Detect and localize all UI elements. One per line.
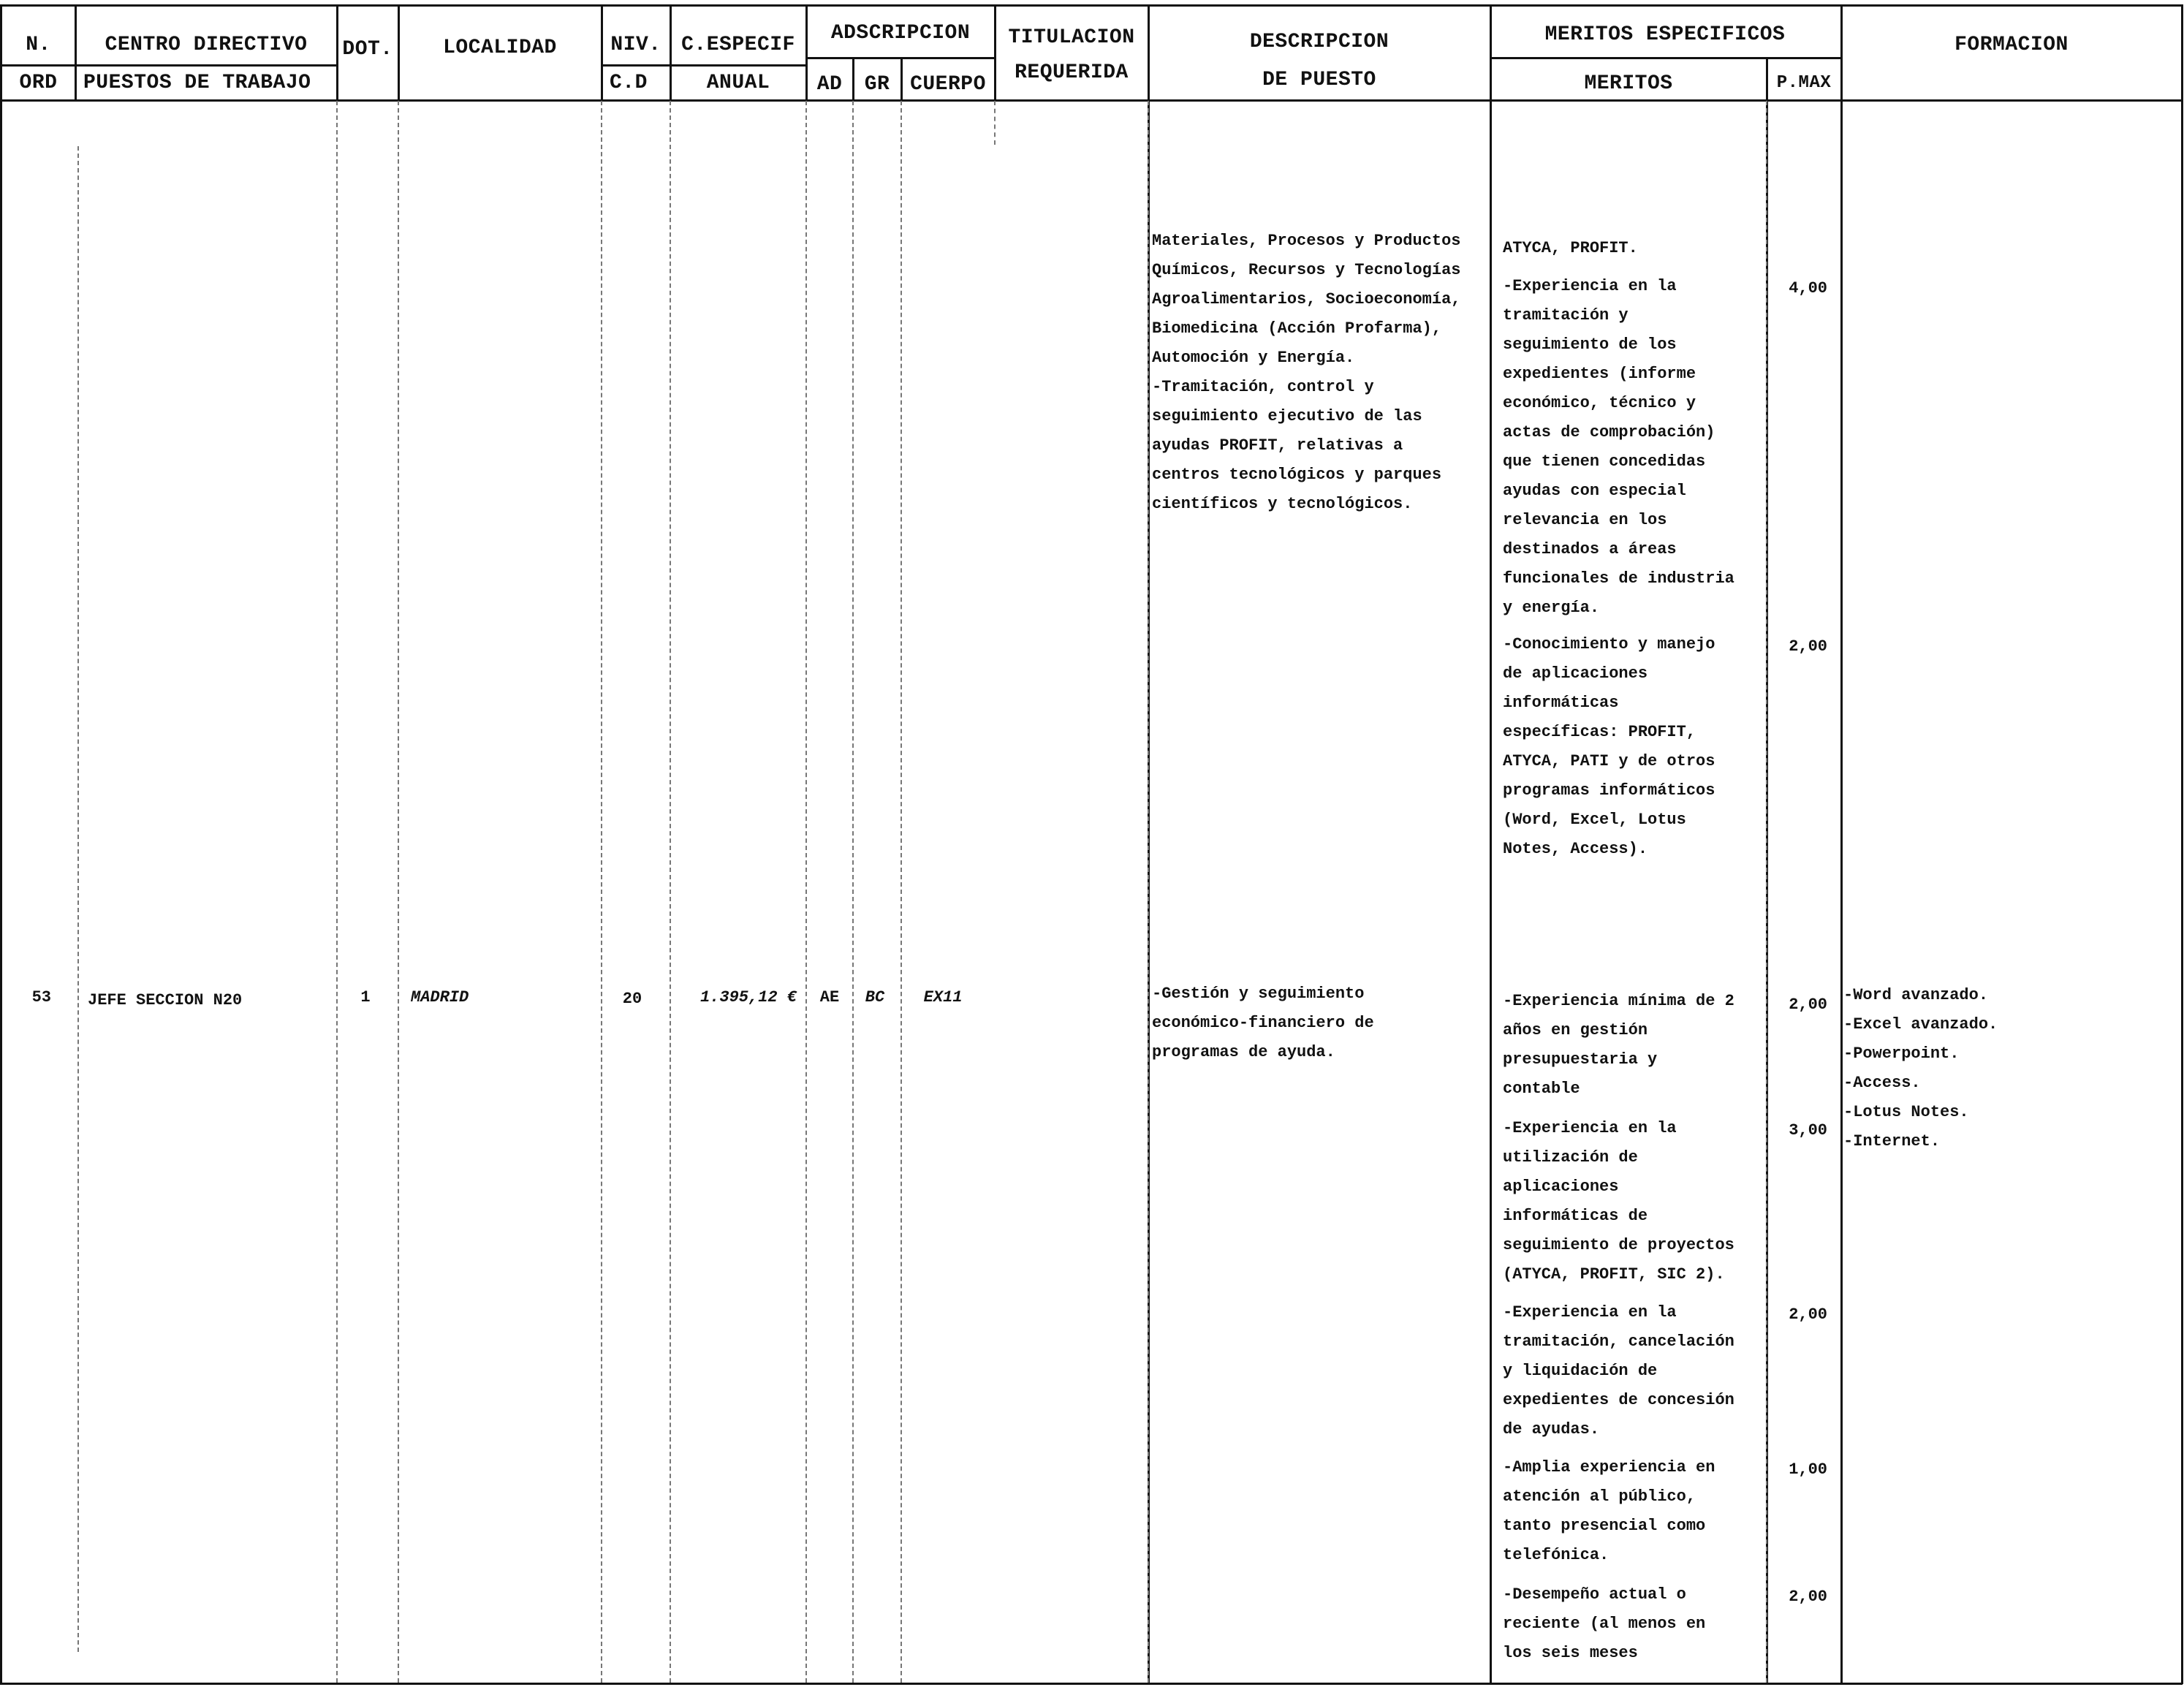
desc-line: -Tramitación, control y (1152, 378, 1374, 396)
merito-line: utilización de (1503, 1148, 1638, 1167)
header-especif-bottom: ANUAL (706, 71, 770, 94)
header-n-ord-top: N. (26, 33, 51, 56)
body-divider-14 (1766, 101, 1767, 1683)
merito-line: ayudas con especial (1503, 482, 1686, 500)
row-53-merito-2 (1503, 1298, 1734, 1444)
header-gr: GR (864, 72, 890, 96)
row-53-pmax-1: 3,00 (1789, 1121, 1827, 1140)
row-53-pmax-3: 1,00 (1789, 1460, 1827, 1479)
merito-line: -Conocimiento y manejo (1503, 635, 1715, 653)
row-53-merito-0 (1503, 987, 1734, 1104)
col-border-right (2181, 4, 2183, 1684)
row-53-puesto: JEFE SECCION N20 (88, 991, 243, 1009)
desc-line: -Gestión y seguimiento (1152, 985, 1365, 1003)
row-53-localidad: MADRID (411, 988, 469, 1006)
header-localidad: LOCALIDAD (443, 36, 557, 59)
header-centro-bottom: PUESTOS DE TRABAJO (83, 71, 311, 94)
continued-merito-1 (1503, 272, 1734, 623)
formacion-line: -Internet. (1843, 1132, 1941, 1150)
desc-line: científicos y tecnológicos. (1152, 495, 1413, 513)
desc-line: Biomedicina (Acción Profarma), (1152, 319, 1442, 338)
merito-line: contable (1503, 1080, 1580, 1098)
row-53-pmax-4: 2,00 (1789, 1588, 1827, 1606)
formacion-line: -Access. (1843, 1074, 1921, 1092)
header-niv-top: NIV. (610, 33, 661, 56)
header-pmax: P.MAX (1776, 72, 1832, 93)
header-n-ord-bottom: ORD (19, 71, 58, 94)
header-bottom-rule (0, 99, 2183, 102)
table-top-border (0, 4, 2183, 7)
desc-line: Agroalimentarios, Socioeconomía, (1152, 290, 1461, 308)
merito-line: los seis meses (1503, 1644, 1638, 1662)
merito-line: de aplicaciones (1503, 664, 1648, 683)
header-titulacion-top: TITULACION (1008, 26, 1135, 49)
desc-line: programas de ayuda. (1152, 1043, 1335, 1061)
merito-line: tramitación, cancelación (1503, 1332, 1734, 1351)
body-divider-3 (398, 101, 399, 1683)
header-especif-top: C.ESPECIF (681, 33, 795, 56)
merito-line: aplicaciones (1503, 1178, 1619, 1196)
body-divider-12 (1490, 101, 1492, 1683)
row-53-merito-1 (1503, 1114, 1734, 1289)
merito-line: expedientes (informe (1503, 365, 1696, 383)
body-divider-4 (601, 101, 602, 1683)
row-53-merito-4 (1503, 1580, 1705, 1668)
merito-line: -Experiencia en la (1503, 1303, 1677, 1322)
merito-line: reciente (al menos en (1503, 1615, 1706, 1633)
header-descripcion-bottom: DE PUESTO (1262, 68, 1376, 91)
formacion-line: -Powerpoint. (1843, 1045, 1960, 1063)
merito-line: programas informáticos (1503, 781, 1715, 800)
merito-line: -Desempeño actual o (1503, 1585, 1686, 1604)
merito-line: -Experiencia en la (1503, 277, 1677, 295)
body-divider-11 (1148, 101, 1149, 1683)
body-divider-15 (1840, 101, 1843, 1683)
merito-line: atención al público, (1503, 1487, 1696, 1506)
merito-line: relevancia en los (1503, 511, 1667, 529)
merito-line: que tienen concedidas (1503, 452, 1706, 471)
formacion-line: -Word avanzado. (1843, 986, 1989, 1004)
row-53-cuerpo: EX11 (923, 988, 963, 1006)
desc-line: económico-financiero de (1152, 1014, 1374, 1032)
header-titulacion-bottom: REQUERIDA (1015, 61, 1129, 84)
merito-line: ATYCA, PROFIT. (1503, 239, 1638, 257)
body-divider-2 (336, 101, 338, 1683)
row-53-descripcion (1152, 979, 1374, 1067)
row-53-pmax-0: 2,00 (1789, 996, 1827, 1014)
row-53-niv: 20 (622, 990, 642, 1008)
row-53-gr: BC (865, 988, 885, 1006)
merito-line: económico, técnico y (1503, 394, 1696, 412)
merito-line: informáticas de (1503, 1207, 1648, 1225)
merito-line: expedientes de concesión (1503, 1391, 1734, 1409)
header-meritos-especificos: MERITOS ESPECIFICOS (1544, 23, 1786, 46)
row-53-dot: 1 (360, 988, 371, 1006)
row-53-merito-3 (1503, 1453, 1715, 1570)
header-adscripcion: ADSCRIPCION (830, 21, 971, 45)
merito-line: específicas: PROFIT, (1503, 723, 1696, 741)
row-53-especif: 1.395,12 € (699, 988, 797, 1006)
header-meritos: MERITOS (1584, 72, 1673, 95)
header-mid-rule-meritos (1490, 57, 1840, 59)
merito-line: de ayudas. (1503, 1420, 1600, 1438)
formacion-line: -Lotus Notes. (1843, 1103, 1969, 1121)
col-border-left (0, 4, 2, 1684)
desc-line: centros tecnológicos y parques (1152, 466, 1442, 484)
merito-line: tramitación y (1503, 306, 1628, 325)
desc-line: Automoción y Energía. (1152, 349, 1355, 367)
continued-merito-2 (1503, 630, 1715, 864)
merito-line: (Word, Excel, Lotus (1503, 811, 1686, 829)
header-ad: AD (816, 72, 843, 96)
desc-line: seguimiento ejecutivo de las (1152, 407, 1422, 425)
body-divider-6 (805, 101, 807, 1683)
merito-line: -Experiencia mínima de 2 (1503, 992, 1734, 1010)
header-descripcion-top: DESCRIPCION (1249, 30, 1389, 53)
merito-line: destinados a áreas (1503, 540, 1677, 558)
desc-line: Materiales, Procesos y Productos (1152, 232, 1461, 250)
merito-line: presupuestaria y (1503, 1050, 1658, 1069)
continued-pmax-1: 4,00 (1789, 279, 1827, 297)
merito-line: y liquidación de (1503, 1362, 1658, 1380)
body-divider-5 (670, 101, 671, 1683)
merito-line: -Experiencia en la (1503, 1119, 1677, 1137)
merito-line: seguimiento de proyectos (1503, 1236, 1734, 1254)
body-divider-9 (994, 101, 996, 145)
merito-line: tanto presencial como (1503, 1517, 1706, 1535)
merito-line: -Amplia experiencia en (1503, 1458, 1715, 1476)
header-centro-top: CENTRO DIRECTIVO (105, 33, 308, 56)
desc-line: ayudas PROFIT, relativas a (1152, 436, 1403, 455)
merito-line: Notes, Access). (1503, 840, 1648, 858)
body-divider-8 (900, 101, 902, 1683)
header-niv-bottom: C.D (610, 71, 648, 94)
header-mid-rule-adscripcion (805, 57, 994, 59)
merito-line: actas de comprobación) (1503, 423, 1715, 441)
desc-line: Químicos, Recursos y Tecnologías (1152, 261, 1461, 279)
body-divider-1 (77, 146, 79, 1652)
merito-line: seguimiento de los (1503, 335, 1677, 354)
merito-line: ATYCA, PATI y de otros (1503, 752, 1715, 770)
row-53-ad: AE (819, 988, 840, 1006)
row-53-formacion (1843, 981, 1998, 1156)
merito-line: telefónica. (1503, 1546, 1609, 1564)
continued-descripcion (1152, 227, 1460, 519)
header-dot: DOT. (342, 37, 393, 61)
merito-line: años en gestión (1503, 1021, 1648, 1039)
header-formacion: FORMACION (1954, 33, 2069, 56)
header-cuerpo: CUERPO (910, 72, 986, 96)
formacion-line: -Excel avanzado. (1843, 1015, 1998, 1034)
continued-merito-0 (1503, 234, 1638, 263)
continued-pmax-2: 2,00 (1789, 637, 1827, 656)
merito-line: (ATYCA, PROFIT, SIC 2). (1503, 1265, 1725, 1284)
body-divider-7 (852, 101, 854, 1683)
merito-line: informáticas (1503, 694, 1619, 712)
merito-line: y energía. (1503, 599, 1600, 617)
table-bottom-border (0, 1683, 2183, 1685)
row-53-n-ord: 53 (31, 988, 51, 1006)
merito-line: funcionales de industria (1503, 569, 1734, 588)
row-53-pmax-2: 2,00 (1789, 1305, 1827, 1324)
